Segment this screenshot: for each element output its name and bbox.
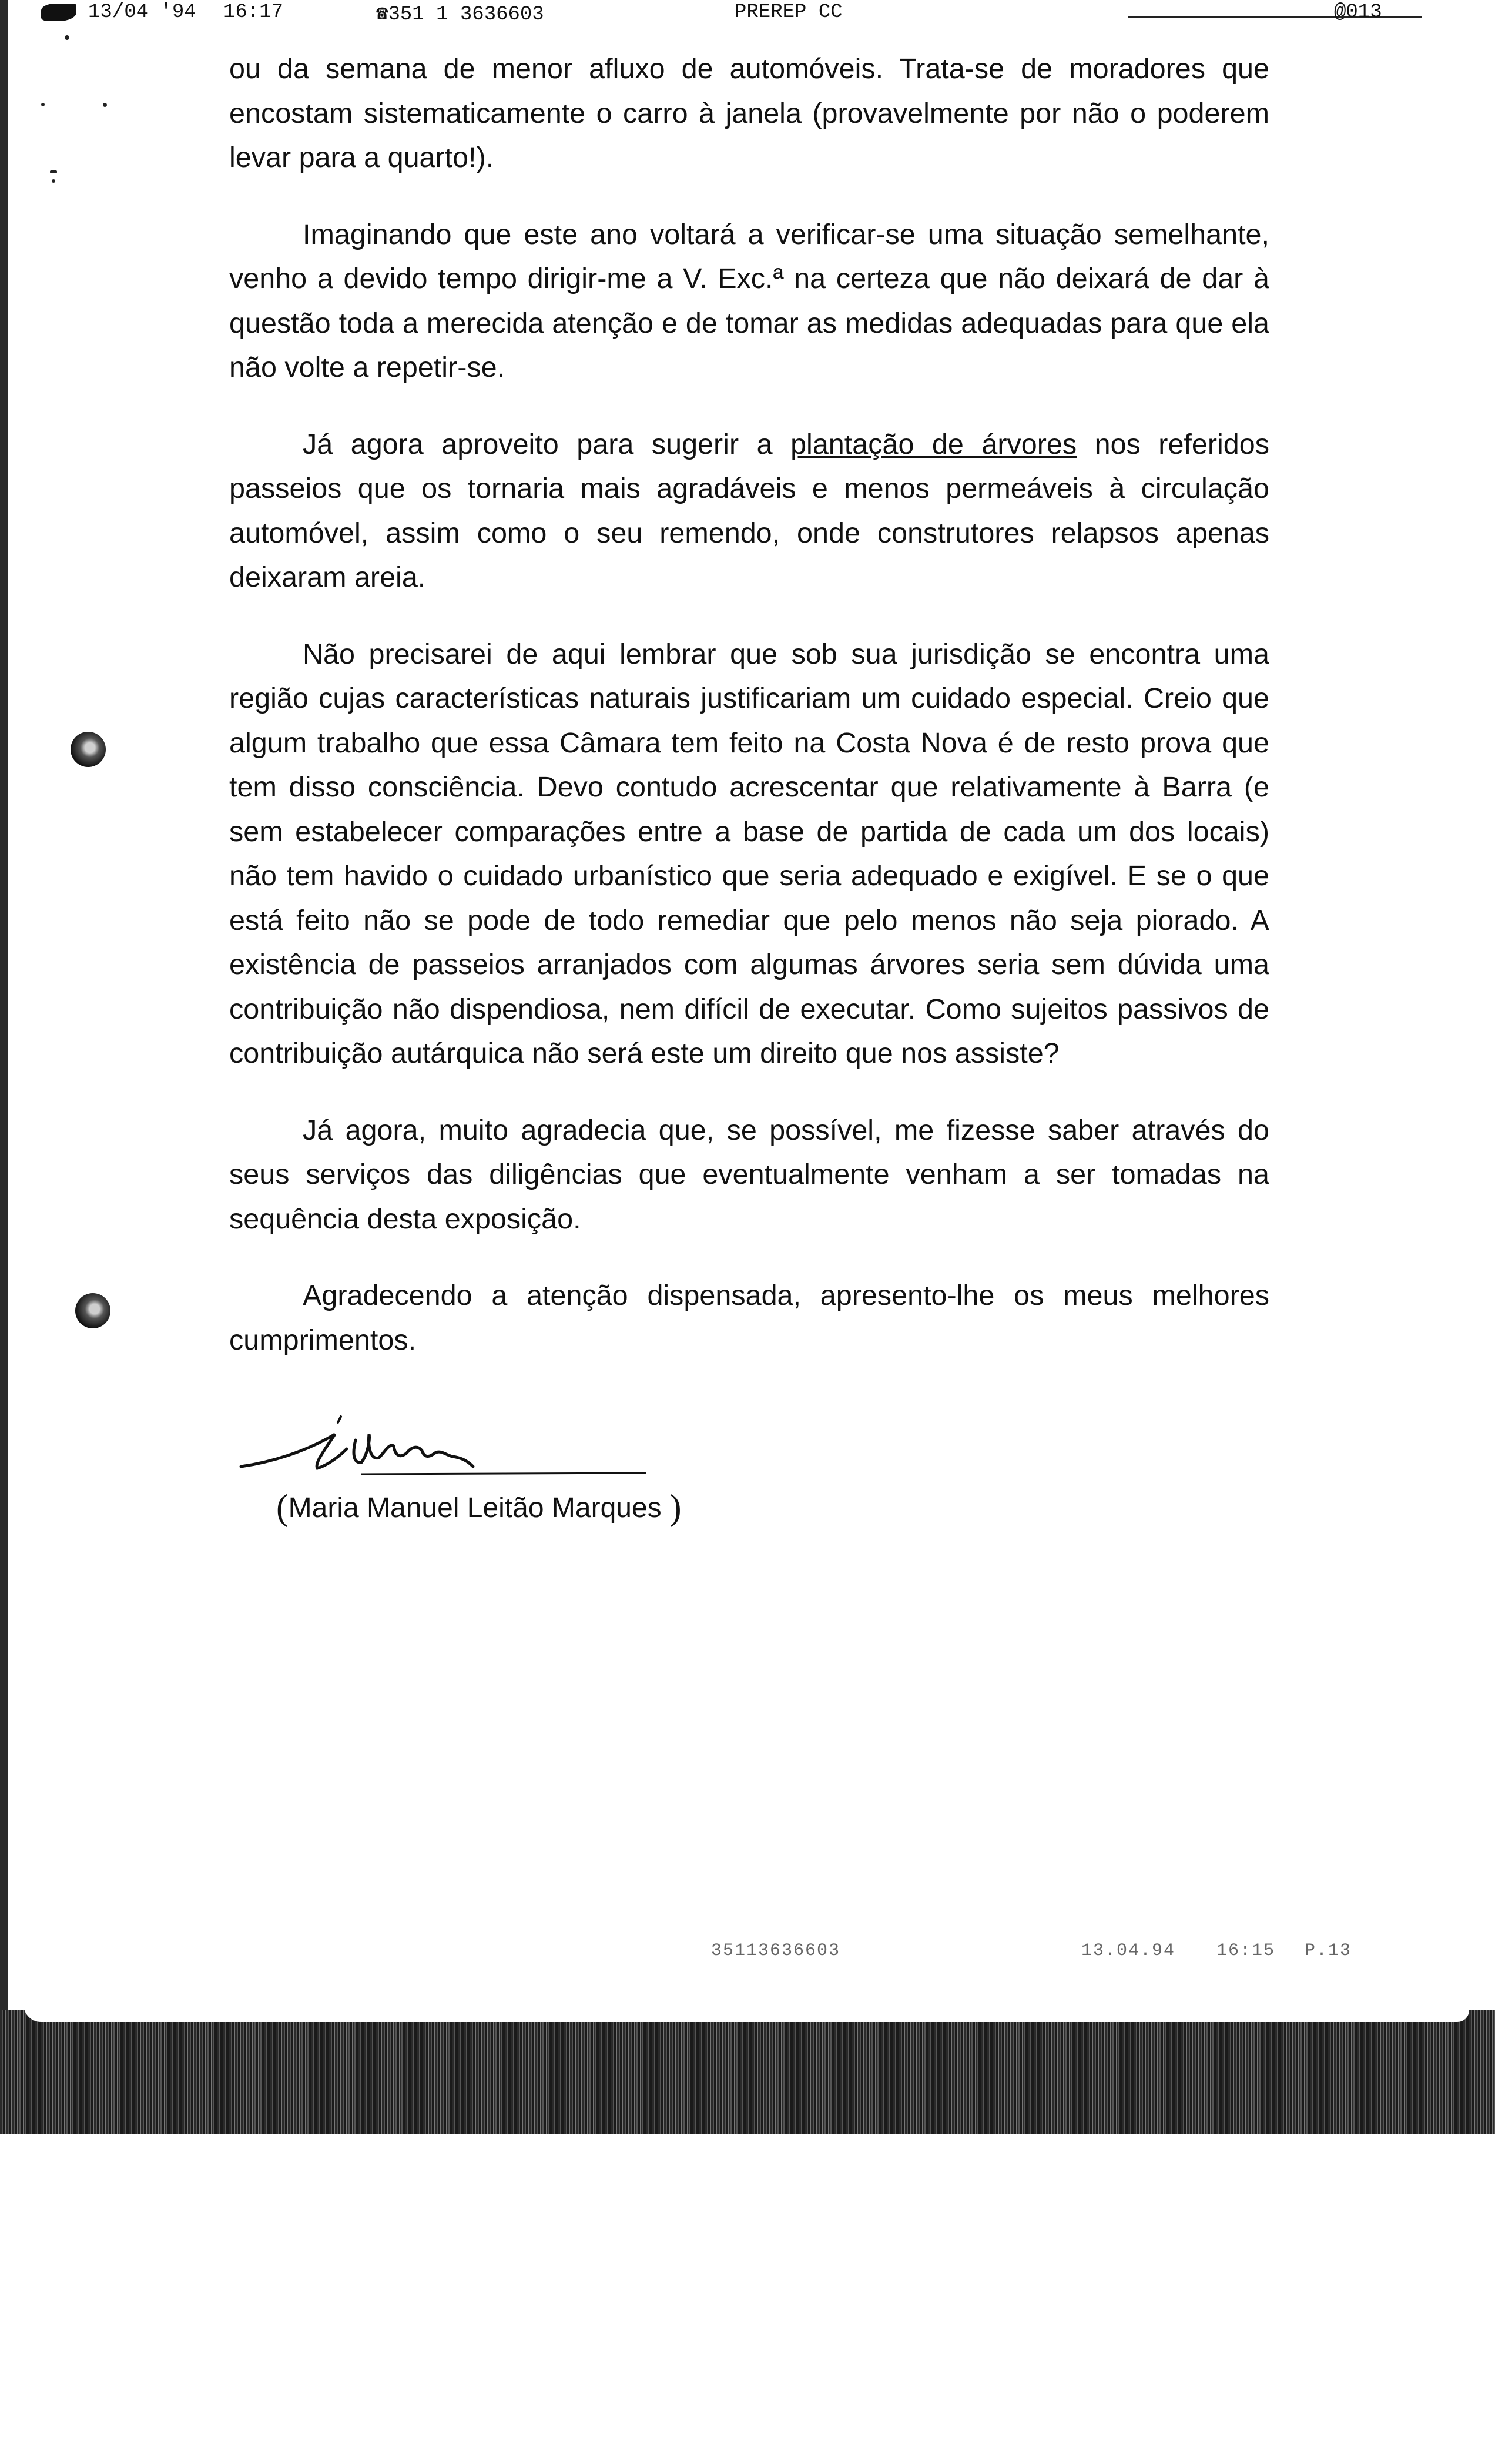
paragraph-3-prefix: Já agora aproveito para sugerir a (303, 428, 773, 460)
scanner-edge-noise (0, 2010, 1495, 2134)
scan-speck (65, 35, 69, 40)
scan-speck (103, 103, 107, 107)
underlined-phrase: plantação de árvores (790, 428, 1077, 460)
scan-speck (41, 103, 45, 106)
page-left-edge (0, 0, 8, 2034)
paragraph-2: Imaginando que este ano voltará a verificar-se uma situação semelhante, venho a devido tempo dirigir-me a V. Exc.ª na certeza que não deixará de dar à questão toda a merecida atenção e de tomar as medidas adequadas para que ela não volte a repetir-se. (229, 218, 1269, 383)
fax-destination: PREREP CC (735, 1, 843, 24)
closing-paragraph: Agradecendo a atenção dispensada, apresento-lhe os meus melhores cumprimentos. (229, 1280, 1269, 1356)
fax-footer-page: P.13 (1305, 1941, 1352, 1961)
fax-footer-date: 13.04.94 (1081, 1941, 1176, 1961)
scan-speck (50, 170, 57, 173)
scan-mark (41, 4, 76, 21)
paragraph-4: Não precisarei de aqui lembrar que sob sua jurisdição se encontra uma região cujas características naturais justificariam um cuidado especial. Creio que algum trabalho que essa Câmara tem feito na Costa Nova é de resto prova que tem disso consciência. Devo contudo acrescentar que relativamente à Barra (e sem estabelecer comparações entre a base de partida de cada um dos locais) não tem havido o cuidado urbanístico que seria adequado e exigível. E se o que está feito não se pode de todo remediar que pelo menos não seja piorado. A existência de passeios arranjados com algumas árvores seria sem dúvida uma contribuição não dispendiosa, nem difícil de executar. Como sujeitos passivos de contribuição autárquica não será este um direito que nos assiste? (229, 638, 1269, 1069)
fax-footer-time: 16:15 (1216, 1941, 1276, 1961)
paren-close: ) (669, 1488, 682, 1528)
paragraph-1: ou da semana de menor afluxo de automóveis. Trata-se de moradores que encostam sistematicamente o carro à janela (provavelmente por não o poderem levar para a quarto!). (229, 53, 1269, 173)
fax-header (0, 0, 1495, 27)
signatory-name (276, 1485, 682, 1526)
fax-page-number: @013 (1334, 1, 1382, 24)
hole-punch (71, 732, 106, 767)
signatory-name-text: Maria Manuel Leitão Marques (288, 1492, 662, 1524)
fax-footer (711, 1941, 1416, 1970)
fax-time: 16:17 (223, 1, 284, 24)
paragraph-3 (229, 423, 1269, 600)
fax-phone: ☎351 1 3636603 (376, 4, 544, 26)
paper-bottom-edge (24, 1975, 1469, 2022)
paragraph-3-rest: nos referidos passeios que os tornaria mais agradáveis e menos permeáveis à circulação automóvel, assim como o seu remendo, onde construtores relapsos apenas deixaram areia. (229, 428, 1269, 593)
fax-date: 13/04 '94 (88, 1, 196, 24)
hole-punch (75, 1293, 110, 1328)
fax-footer-number: 35113636603 (711, 1941, 841, 1961)
paragraph-5: Já agora, muito agradecia que, se possível, me fizesse saber através do seus serviços das diligências que eventualmente venham a ser tomadas na sequência desta exposição. (229, 1114, 1269, 1235)
scan-speck (52, 179, 55, 183)
paren-open: ( (276, 1488, 289, 1528)
letter-body (229, 47, 1269, 1395)
